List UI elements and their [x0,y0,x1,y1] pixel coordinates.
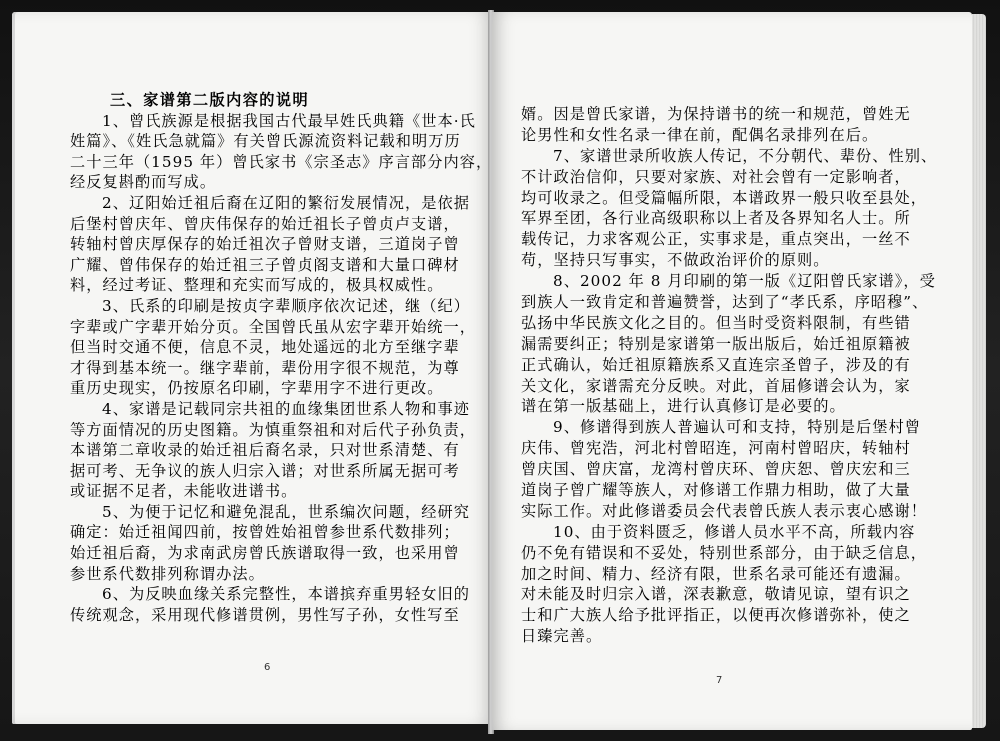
text-line: 传统观念，采用现代修谱贯例，男性写子孙，女性写至 [70,605,460,624]
text-line: 后堡村曾庆年、曾庆伟保存的始迁祖长子曾贞卢支谱， [70,214,460,233]
text-line: 正式确认，始迁祖原籍族系又直连宗圣曾子，涉及的有 [521,355,911,374]
text-line: 弘扬中华民族文化之目的。但当时受资料限制，有些错 [521,313,911,332]
text-line: 据可考、无争议的族人归宗入谱；对世系所属无据可考 [70,461,460,480]
text-line: 二十三年（1595 年）曾氏家书《宗圣志》序言部分内容， [70,152,493,171]
right-page-lines [521,104,937,647]
text-line: 庆伟、曾宪浩，河北村曾昭连，河南村曾昭庆，转轴村 [521,439,911,458]
text-line: 经反复斟酌而写成。 [70,173,217,192]
text-line: 对未能及时归宗入谱，深表歉意，敬请见谅，望有识之 [521,585,911,604]
text-line: 5、为便于记忆和避免混乱，世系编次问题，经研究 [102,502,470,521]
text-line: 婿。因是曾氏家谱，为保持谱书的统一和规范，曾姓无 [521,105,911,123]
text-line: 实际工作。对此修谱委员会代表曾氏族人表示衷心感谢！ [521,501,927,520]
text-line: 7、家谱世录所收族人传记，不分朝代、辈份、性别、 [553,146,938,165]
text-line: 4、家谱是记载同宗共祖的血缘集团世系人物和事迹 [102,399,470,418]
text-line: 道岗子曾广耀等族人，对修谱工作鼎力相助，做了大量 [521,481,911,500]
page-number-right: 7 [716,675,723,686]
text-line: 均可收录之。但受篇幅所限，本谱政界一般只收至县处， [521,188,927,207]
text-line: 或证据不足者，未能收进谱书。 [70,482,298,501]
text-line: 1、曾氏族源是根据我国古代最早姓氏典籍《世本·氏 [102,111,476,130]
text-line: 到族人一致肯定和普遍赞誉，达到了“孝氏系，序昭穆”、 [521,293,929,312]
text-line: 仍不免有错误和不妥处，特别世系部分，由于缺乏信息， [521,543,927,562]
text-line: 谱在第一版基础上，进行认真修订是必要的。 [521,397,846,416]
text-line: 载传记，力求客观公正，实事求是，重点突出，一丝不 [521,230,911,249]
left-page-lines [70,111,492,626]
text-line: 关文化，家谱需充分反映。对此，首届修谱会认为，家 [521,376,911,395]
right-page-text [521,104,937,647]
text-line: 苟，坚持只写事实，不做政治评价的原则。 [521,251,830,270]
text-line: 但当时交通不便，信息不灵，地处遥远的北方至继字辈 [70,338,460,357]
text-line: 军界至团，各行业高级职称以上者及各界知名人士。所 [521,209,911,228]
text-line: 曾庆国、曾庆富，龙湾村曾庆环、曾庆恕、曾庆宏和三 [521,460,911,479]
text-line: 本谱第二章收录的始迁祖后裔名录，只对世系清楚、有 [70,441,460,460]
text-line: 转轴村曾庆厚保存的始迁祖次子曾财支谱，三道岗子曾 [70,235,460,254]
text-line: 确定：始迁祖闻四前，按曾姓始祖曾参世系代数排列； [70,523,460,542]
left-page-text [70,90,492,625]
text-line: 等方面情况的历史图籍。为慎重祭祖和对后代子孙负责， [70,420,476,439]
text-line: 论男性和女性名录一律在前，配偶名录排列在后。 [521,125,879,144]
page-edges [972,14,986,728]
text-line: 士和广大族人给予批评指正，以便再次修谱弥补，使之 [521,606,911,625]
page-number-left: 6 [264,662,271,673]
text-line: 3、氏系的印刷是按贞字辈顺序依次记述，继（纪） [102,296,470,315]
text-line: 不计政治信仰，只要对家族、对社会曾有一定影响者， [521,167,911,186]
text-line: 料，经过考证、整理和充实而写成的，极具权威性。 [70,276,444,295]
text-line: 漏需要纠正；特别是家谱第一版出版后，始迁祖原籍被 [521,334,911,353]
text-line: 9、修谱得到族人普遍认可和支持，特别是后堡村曾 [553,418,921,437]
text-line: 日臻完善。 [521,627,603,646]
text-line: 始迁祖后裔，为求南武房曾氏族谱取得一致，也采用曾 [70,544,460,563]
text-line: 字辈或广字辈开始分页。全国曾氏虽从宏字辈开始统一， [70,317,476,336]
text-line: 6、为反映血缘关系完整性，本谱摈弃重男轻女旧的 [102,585,470,604]
text-line: 2、辽阳始迁祖后裔在辽阳的繁衍发展情况，是依据 [102,193,470,212]
text-line: 广耀、曾伟保存的始迁祖三子曾贞阁支谱和大量口碑材 [70,255,460,274]
text-line: 加之时间、精力、经济有限，世系名录可能还有遗漏。 [521,564,911,583]
text-line: 才得到基本统一。继字辈前，辈份用字很不规范，为尊 [70,358,460,377]
text-line: 重历史现实，仍按原名印刷，字辈用字不进行更改。 [70,379,444,398]
text-line: 参世系代数排列称谓办法。 [70,564,265,583]
text-line: 8、2002 年 8 月印刷的第一版《辽阳曾氏家谱》，受 [553,272,936,291]
text-line: 姓篇》、《姓氏急就篇》有关曾氏源流资料记载和明万历 [70,132,461,151]
text-line: 10、由于资料匮乏，修谱人员水平不高，所载内容 [553,522,916,541]
section-heading: 三、家谱第二版内容的说明 [110,91,310,109]
